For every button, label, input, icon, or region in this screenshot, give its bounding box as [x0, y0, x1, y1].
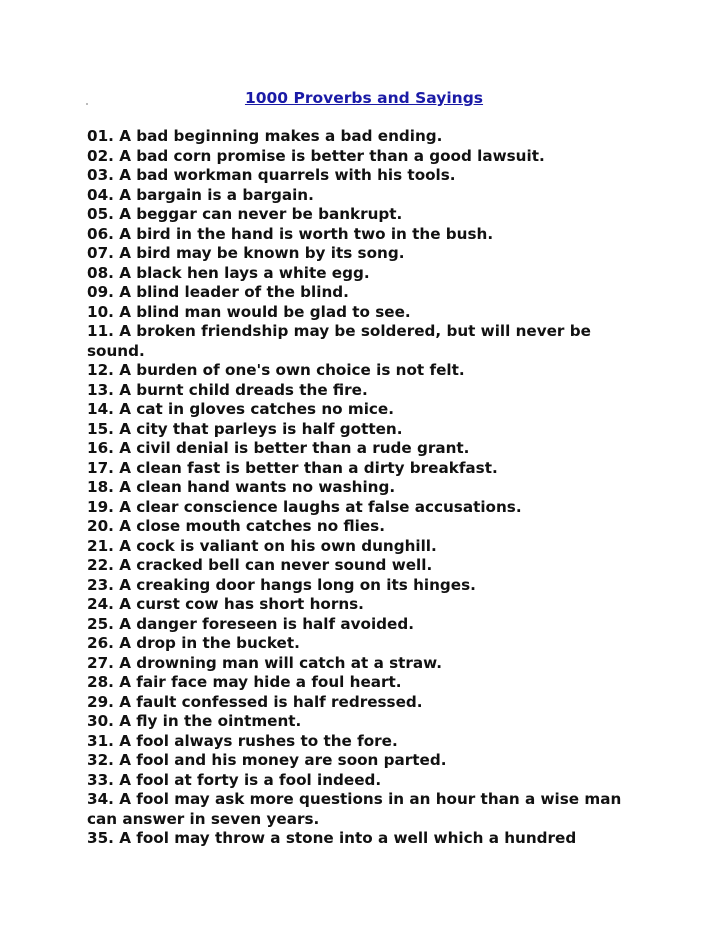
list-item: 15. A city that parleys is half gotten.	[87, 419, 403, 438]
list-item: 06. A bird in the hand is worth two in the bush.	[87, 224, 494, 243]
list-item: 27. A drowning man will catch at a straw.	[87, 653, 442, 672]
list-item: 32. A fool and his money are soon parted.	[87, 751, 447, 769]
list-item: 17. A clean fast is better than a dirty breakfast.	[87, 458, 498, 477]
list-item: 21. A cock is valiant on his own dunghill.	[87, 536, 437, 555]
list-item: 12. A burden of one's own choice is not felt.	[87, 361, 465, 379]
list-item: 20. A close mouth catches no flies.	[87, 517, 385, 535]
list-item: 13. A burnt child dreads the fire.	[87, 380, 368, 399]
list-item: 05. A beggar can never be bankrupt.	[87, 205, 403, 223]
list-item: 07. A bird may be known by its song.	[87, 244, 405, 262]
list-item: 23. A creaking door hangs long on its hinges.	[87, 575, 476, 594]
list-item: 28. A fair face may hide a foul heart.	[87, 673, 402, 691]
list-item: 33. A fool at forty is a fool indeed.	[87, 770, 382, 789]
list-item: 08. A black hen lays a white egg.	[87, 263, 370, 282]
proverb-list	[87, 127, 632, 849]
list-item: 19. A clear conscience laughs at false accusations.	[87, 497, 522, 516]
list-item: 11. A broken friendship may be soldered, but will never be sound.	[87, 322, 591, 360]
list-item: 25. A danger foreseen is half avoided.	[87, 614, 414, 633]
list-item: 14. A cat in gloves catches no mice.	[87, 400, 394, 418]
list-item: 31. A fool always rushes to the fore.	[87, 731, 398, 750]
list-item: 26. A drop in the bucket.	[87, 634, 300, 652]
list-item: 10. A blind man would be glad to see.	[87, 302, 411, 321]
list-item: 01. A bad beginning makes a bad ending.	[87, 127, 443, 145]
list-item: 24. A curst cow has short horns.	[87, 595, 364, 613]
list-item: 04. A bargain is a bargain.	[87, 185, 314, 204]
list-item: 09. A blind leader of the blind.	[87, 283, 349, 301]
list-item: 03. A bad workman quarrels with his tools.	[87, 166, 456, 184]
list-item: 18. A clean hand wants no washing.	[87, 478, 396, 496]
list-item: 22. A cracked bell can never sound well.	[87, 556, 433, 574]
list-item: 16. A civil denial is better than a rude grant.	[87, 439, 470, 457]
list-item: 29. A fault confessed is half redressed.	[87, 692, 423, 711]
list-item: 34. A fool may ask more questions in an hour than a wise man can answer in seven years.	[87, 790, 622, 828]
list-item: 30. A fly in the ointment.	[87, 712, 302, 730]
list-item: 02. A bad corn promise is better than a good lawsuit.	[87, 146, 545, 165]
stray-mark	[86, 103, 88, 105]
list-item: 35. A fool may throw a stone into a well which a hundred	[87, 829, 577, 847]
page-title[interactable]: 1000 Proverbs and Sayings	[244, 89, 484, 107]
